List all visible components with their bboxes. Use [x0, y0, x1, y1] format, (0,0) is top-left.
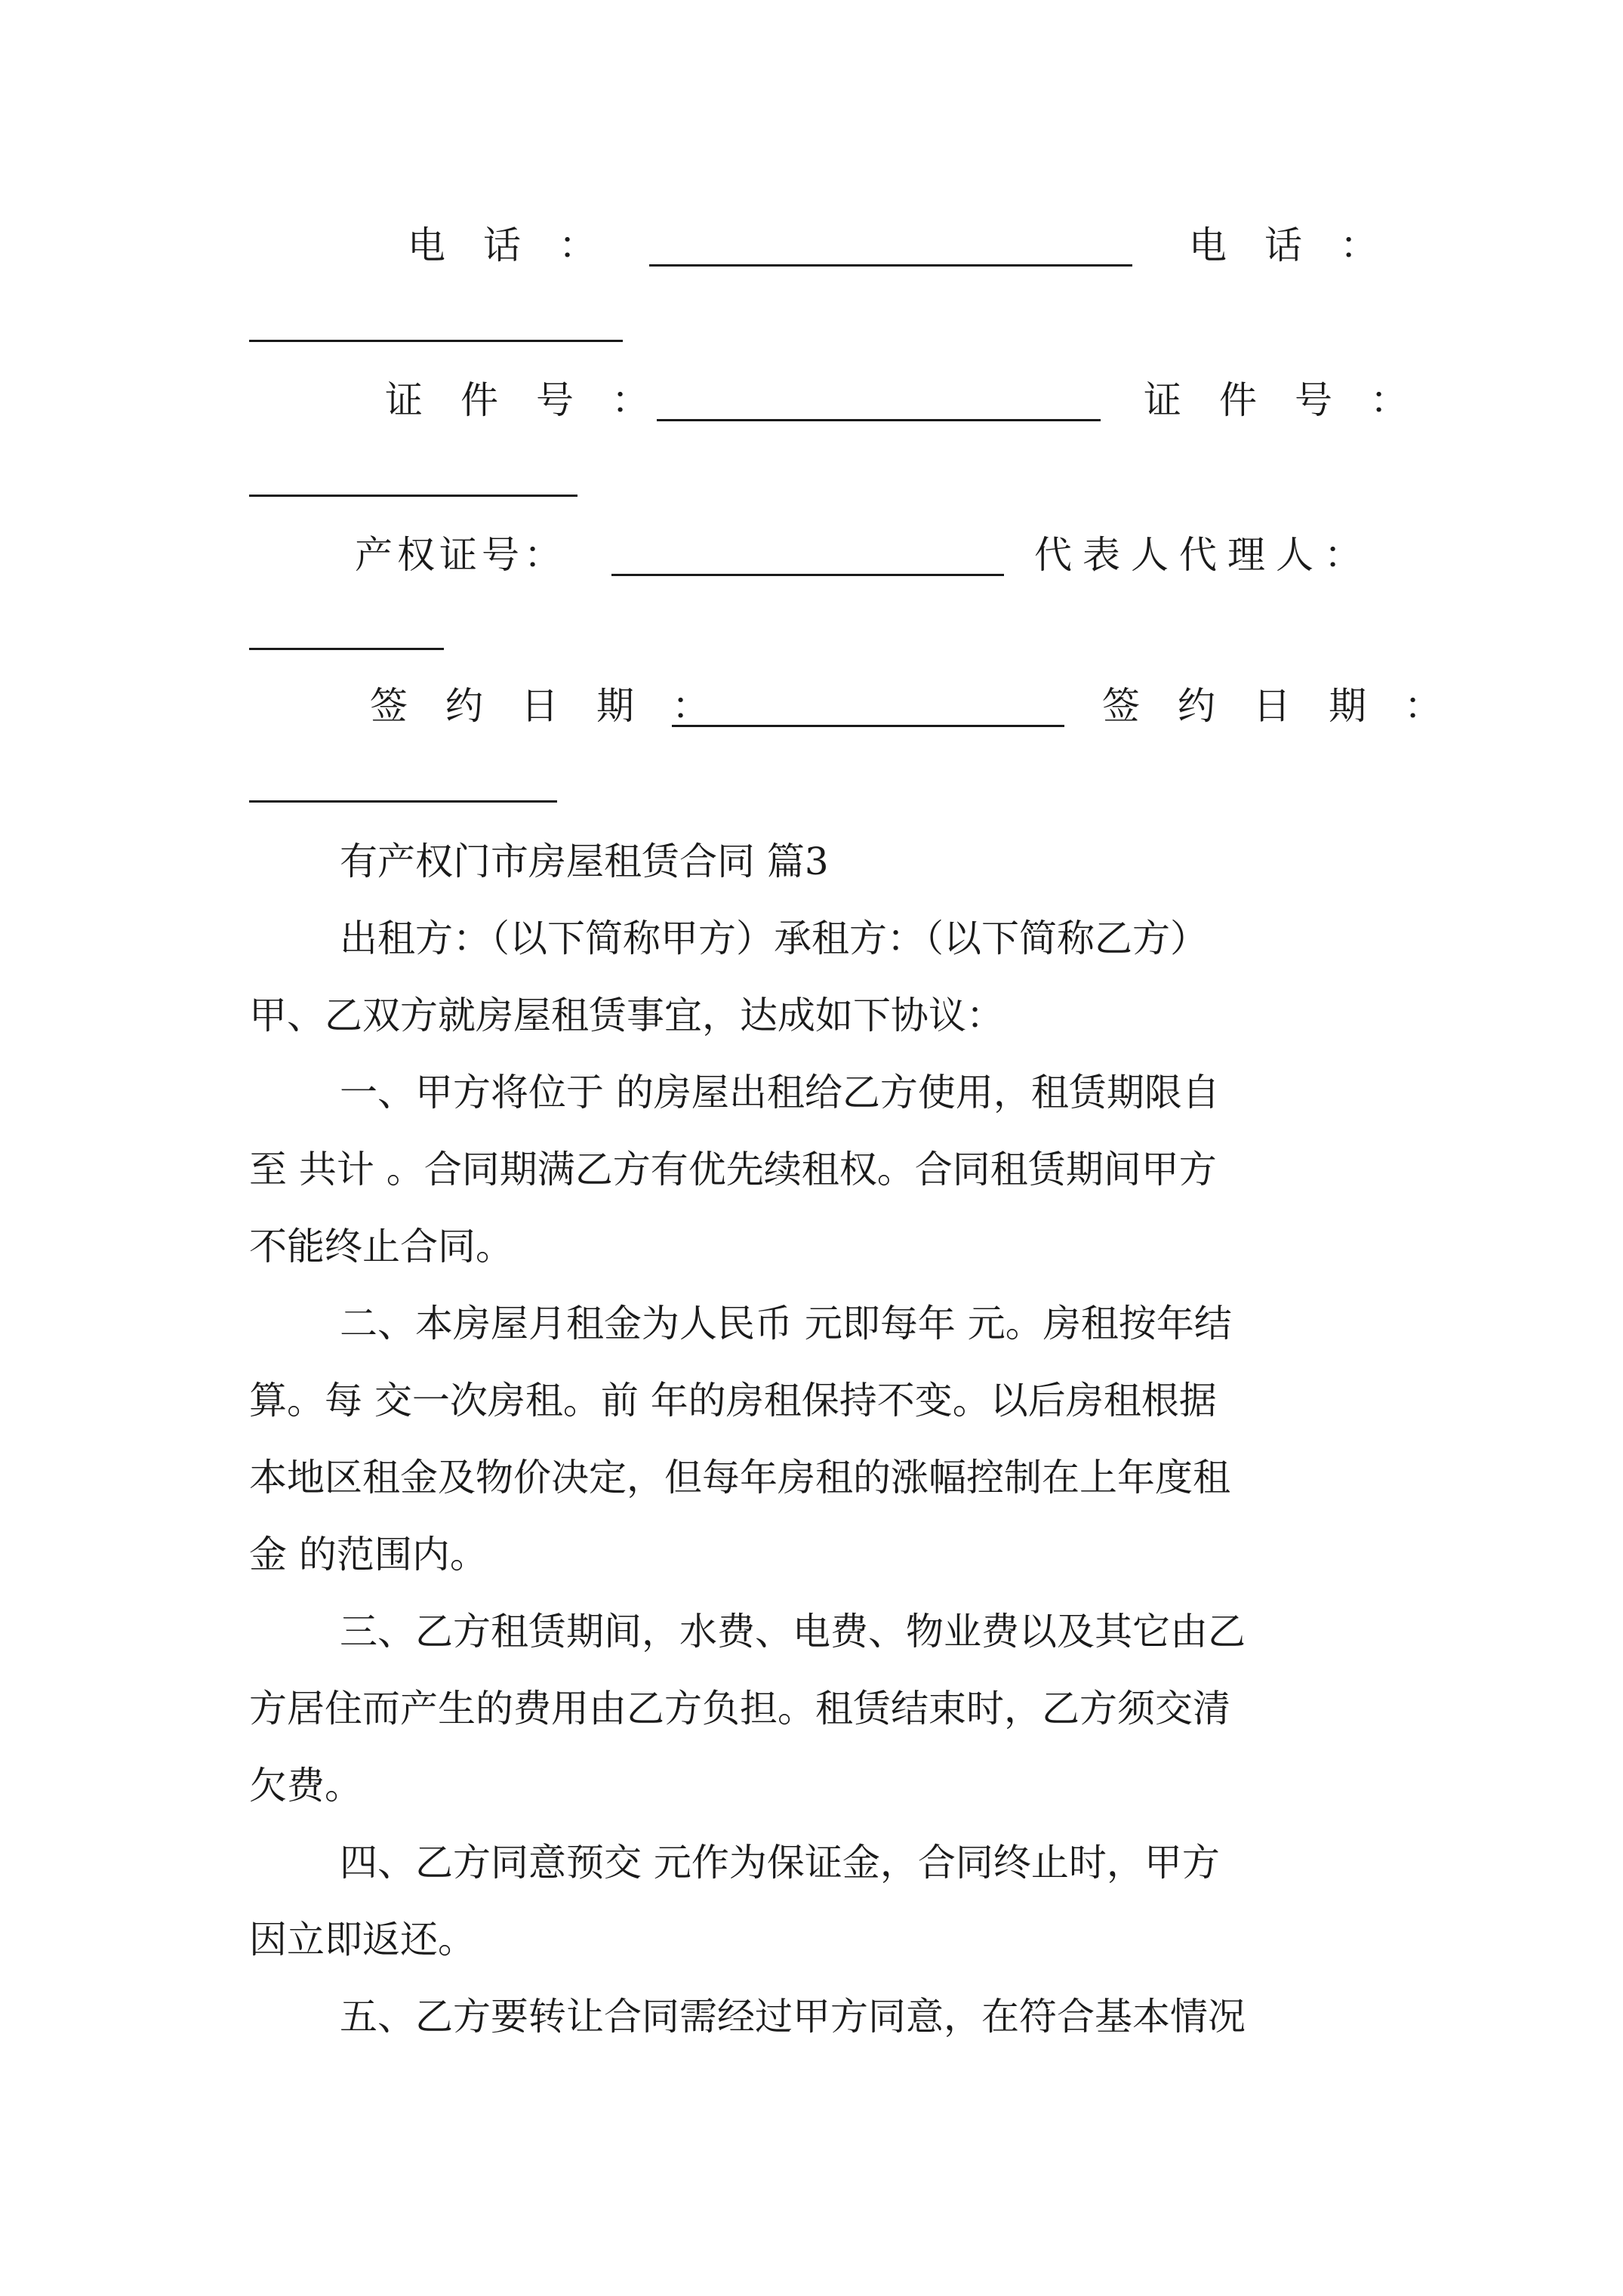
heading-text: 有产权门市房屋租赁合同 篇3 [340, 840, 829, 883]
paragraph-line: 四、乙方同意预交 元作为保证金，合同终止时，甲方 [340, 1841, 1220, 1885]
agent-label-right: 代表人代理人： [1034, 533, 1372, 577]
phone-label-left: 电 话 ： [408, 223, 596, 267]
paragraph-line: 一、甲方将位于 的房屋出租给乙方使用，租赁期限自 [340, 1071, 1220, 1114]
paragraph-line: 因立即返还。 [249, 1918, 476, 1962]
paragraph-line: 方居住而产生的费用由乙方负担。租赁结束时，乙方须交清 [249, 1687, 1230, 1730]
phone-row [249, 204, 1378, 287]
section-heading [249, 823, 1397, 900]
paragraph-line: 欠费。 [249, 1764, 362, 1808]
paragraph-parties [249, 900, 1397, 977]
date-label-right: 签 约 日 期 ： [1102, 684, 1442, 728]
id-row [249, 359, 1408, 442]
paragraph-line: 本地区租金及物价决定，但每年房租的涨幅控制在上年度租 [249, 1456, 1230, 1499]
id-label-right: 证 件 号 ： [1144, 378, 1408, 422]
id-blank-right[interactable] [249, 495, 577, 497]
date-blank-left[interactable] [672, 725, 1064, 727]
paragraph-line: 五、乙方要转让合同需经过甲方同意，在符合基本情况 [340, 1995, 1246, 2039]
id-label-left: 证 件 号 ： [385, 378, 649, 422]
deed-row [249, 513, 1374, 596]
paragraph-line: 不能终止合同。 [249, 1225, 513, 1268]
paragraph-clause-5 [249, 1978, 1397, 2055]
deed-blank-left[interactable] [611, 574, 1004, 576]
paragraph-line: 甲、乙双方就房屋租赁事宜，达成如下协议： [249, 994, 1004, 1037]
paragraph-line: 至 共计 。合同期满乙方有优先续租权。合同租赁期间甲方 [249, 1148, 1217, 1191]
agent-blank-right[interactable] [249, 648, 444, 650]
paragraph-line: 算。每 交一次房租。前 年的房租保持不变。以后房租根据 [249, 1379, 1217, 1422]
paragraph-agreement [249, 977, 1397, 1054]
id-blank-left[interactable] [657, 419, 1101, 421]
paragraph-clause-1 [249, 1054, 1397, 1285]
paragraph-line: 出租方：（以下简称甲方）承租方：（以下简称乙方） [340, 917, 1208, 960]
date-label-left: 签 约 日 期 ： [370, 684, 710, 728]
paragraph-clause-3 [249, 1593, 1397, 1824]
paragraph-clause-2 [249, 1285, 1397, 1593]
deed-label-left: 产权证号： [355, 533, 566, 577]
date-row [249, 664, 1442, 747]
paragraph-line: 三、乙方租赁期间，水费、电费、物业费以及其它由乙 [340, 1610, 1246, 1653]
date-blank-right[interactable] [249, 800, 557, 803]
paragraph-clause-4 [249, 1824, 1397, 1978]
phone-blank-left[interactable] [649, 264, 1132, 267]
phone-blank-right[interactable] [249, 340, 623, 342]
paragraph-line: 二、本房屋月租金为人民币 元即每年 元。房租按年结 [340, 1302, 1232, 1345]
phone-label-right: 电 话 ： [1189, 223, 1378, 267]
paragraph-line: 金 的范围内。 [249, 1533, 488, 1576]
